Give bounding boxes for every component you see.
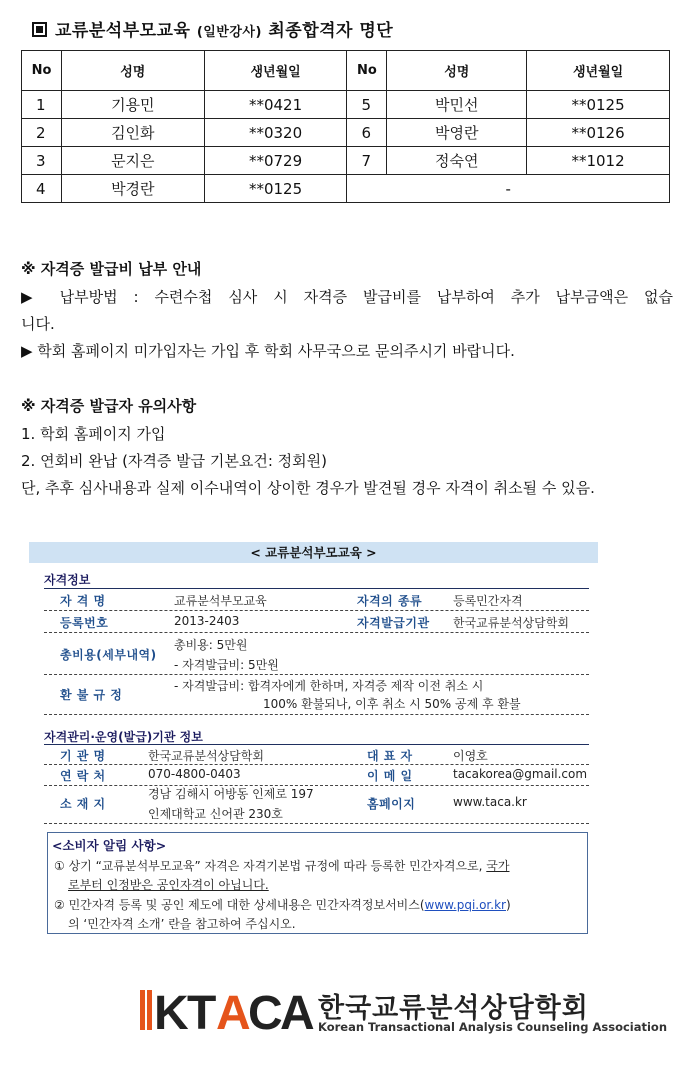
- divider: [44, 764, 589, 765]
- cell-birth: **0729: [204, 147, 347, 175]
- divider: [44, 785, 589, 786]
- svg-text:T: T: [187, 987, 214, 1034]
- contact-value: 070-4800-0403: [148, 767, 241, 781]
- homepage-value: www.taca.kr: [453, 795, 527, 809]
- svg-text:A: A: [280, 987, 312, 1034]
- table-row: [22, 91, 670, 119]
- refund-line2: 100% 환불되나, 이후 취소 시 50% 공제 후 환불: [263, 697, 521, 711]
- consumer-notice-1-underline: 국가: [486, 859, 510, 873]
- registration-label: 등록번호: [60, 616, 109, 630]
- cell-no: 4: [22, 175, 62, 203]
- issuer-notice-title: ※ 자격증 발급자 유의사항: [21, 397, 197, 415]
- table-header-row: [22, 51, 670, 91]
- divider: [44, 744, 589, 745]
- passers-table: [21, 50, 670, 203]
- cell-no: 2: [22, 119, 62, 147]
- logo-stripes-icon: [140, 990, 152, 1030]
- qualification-name-value: 교류분석부모교육: [174, 594, 267, 608]
- fee-notice-line1: ▶ 납부방법 : 수련수첩 심사 시 자격증 발급비를 납부하여 추가 납부금액은 없습: [21, 288, 673, 306]
- representative-value: 이영호: [453, 749, 488, 763]
- address-line1: 경남 김해시 어방동 인제로 197: [148, 787, 314, 801]
- table-row: [22, 175, 670, 203]
- org-name-english: Korean Transactional Analysis Counseling Association: [318, 1020, 668, 1034]
- cell-name: 박민선: [387, 91, 527, 119]
- org-info-heading: 자격관리·운영(발급)기관 정보: [44, 730, 203, 744]
- consumer-notice-1-text: ① 상기 “교류분석부모교육” 자격은 자격기본법 규정에 따라 등록한 민간자격으로,: [54, 859, 483, 873]
- pqi-link[interactable]: www.pqi.or.kr: [424, 898, 506, 912]
- divider: [44, 588, 589, 589]
- page-title: [32, 16, 393, 41]
- email-value: tacakorea@gmail.com: [453, 767, 588, 781]
- cell-birth: **1012: [527, 147, 670, 175]
- divider: [44, 674, 589, 675]
- header-name: 성명: [61, 51, 204, 91]
- table-row: [22, 147, 670, 175]
- homepage-label: 홈페이지: [367, 797, 416, 811]
- title-main: 교류분석부모교육: [55, 21, 191, 41]
- divider: [44, 632, 589, 633]
- issuer-label: 자격발급기관: [357, 616, 430, 630]
- cell-name: 기용민: [61, 91, 204, 119]
- issuer-value: 한국교류분석상담학회: [453, 616, 569, 630]
- contact-label: 연 락 처: [60, 769, 106, 783]
- address-line2: 인제대학교 신어관 230호: [148, 807, 283, 821]
- issuer-notice-item1: 1. 학회 홈페이지 가입: [21, 425, 166, 443]
- cost-total: 총비용: 5만원: [174, 638, 248, 652]
- cell-no: 6: [347, 119, 387, 147]
- refund-line1: - 자격발급비: 합격자에게 한하며, 자격증 제작 이전 취소 시: [174, 679, 484, 693]
- fee-notice-line2: ▶ 학회 홈페이지 미가입자는 가입 후 학회 사무국으로 문의주시기 바랍니다.: [21, 342, 515, 360]
- title-paren: (일반강사): [196, 25, 262, 40]
- registration-value: 2013-2403: [174, 614, 240, 628]
- cell-name: 김인화: [61, 119, 204, 147]
- cell-name: 문지은: [61, 147, 204, 175]
- refund-label: 환 불 규 정: [60, 688, 123, 702]
- cell-birth: **0320: [204, 119, 347, 147]
- cell-no: 7: [347, 147, 387, 175]
- consumer-notice-2-close: ): [505, 898, 511, 912]
- divider: [44, 823, 589, 824]
- cell-no: 5: [347, 91, 387, 119]
- issuer-notice-note: 단, 추후 심사내용과 실제 이수내역이 상이한 경우가 발견될 경우 자격이 취소될 수 있음.: [21, 479, 595, 497]
- cell-birth: **0125: [204, 175, 347, 203]
- cell-empty: -: [347, 175, 670, 203]
- cell-birth: **0421: [204, 91, 347, 119]
- header-name-2: 성명: [387, 51, 527, 91]
- cell-name: 박경란: [61, 175, 204, 203]
- issuer-notice-item2: 2. 연회비 완납 (자격증 발급 기본요건: 정회원): [21, 452, 328, 470]
- cell-no: 3: [22, 147, 62, 175]
- ktaca-logo: [140, 986, 315, 1038]
- representative-label: 대 표 자: [367, 749, 413, 763]
- cell-no: 1: [22, 91, 62, 119]
- consumer-notice-2-cont: 의 ‘민간자격 소개’ 란을 참고하여 주십시오.: [68, 917, 296, 931]
- consumer-notice-2-text: ② 민간자격 등록 및 공인 제도에 대한 상세내용은 민간자격정보서비스(: [54, 898, 425, 912]
- qualification-banner: < 교류분석부모교육 >: [29, 542, 598, 563]
- fee-notice-line1-cont: 니다.: [21, 315, 55, 333]
- title-rest: 최종합격자 명단: [268, 21, 394, 41]
- qualification-name-label: 자 격 명: [60, 594, 106, 608]
- consumer-notice-1: [54, 857, 509, 874]
- cost-label: 총비용(세부내역): [60, 648, 157, 662]
- header-no: No: [22, 51, 62, 91]
- fee-notice-title: ※ 자격증 발급비 납부 안내: [21, 260, 202, 278]
- svg-text:K: K: [154, 987, 186, 1034]
- consumer-notice-title: <소비자 알림 사항>: [52, 838, 167, 853]
- ktaca-logo-mark: [140, 986, 315, 1034]
- header-birth: 생년월일: [204, 51, 347, 91]
- consumer-notice-1-cont: 로부터 인정받은 공인자격이 아닙니다.: [68, 878, 269, 892]
- cell-birth: **0125: [527, 91, 670, 119]
- divider: [44, 610, 589, 611]
- cell-birth: **0126: [527, 119, 670, 147]
- square-bullet-icon: [32, 22, 47, 37]
- qualification-info-heading: 자격정보: [44, 573, 91, 587]
- header-birth-2: 생년월일: [527, 51, 670, 91]
- svg-text:C: C: [248, 987, 280, 1034]
- email-label: 이 메 일: [367, 769, 413, 783]
- org-name-label: 기 관 명: [60, 749, 106, 763]
- header-no-2: No: [347, 51, 387, 91]
- qualification-type-label: 자격의 종류: [357, 594, 423, 608]
- address-label: 소 재 지: [60, 797, 106, 811]
- divider: [44, 714, 589, 715]
- org-name-value: 한국교류분석상담학회: [148, 749, 264, 763]
- cell-name: 정숙연: [387, 147, 527, 175]
- qualification-type-value: 등록민간자격: [453, 594, 523, 608]
- org-name-korean: 한국교류분석상담학회: [318, 993, 589, 1024]
- cost-detail: - 자격발급비: 5만원: [174, 658, 279, 672]
- table-row: [22, 119, 670, 147]
- cell-name: 박영란: [387, 119, 527, 147]
- consumer-notice-2: [54, 896, 511, 913]
- svg-text:A: A: [216, 987, 248, 1034]
